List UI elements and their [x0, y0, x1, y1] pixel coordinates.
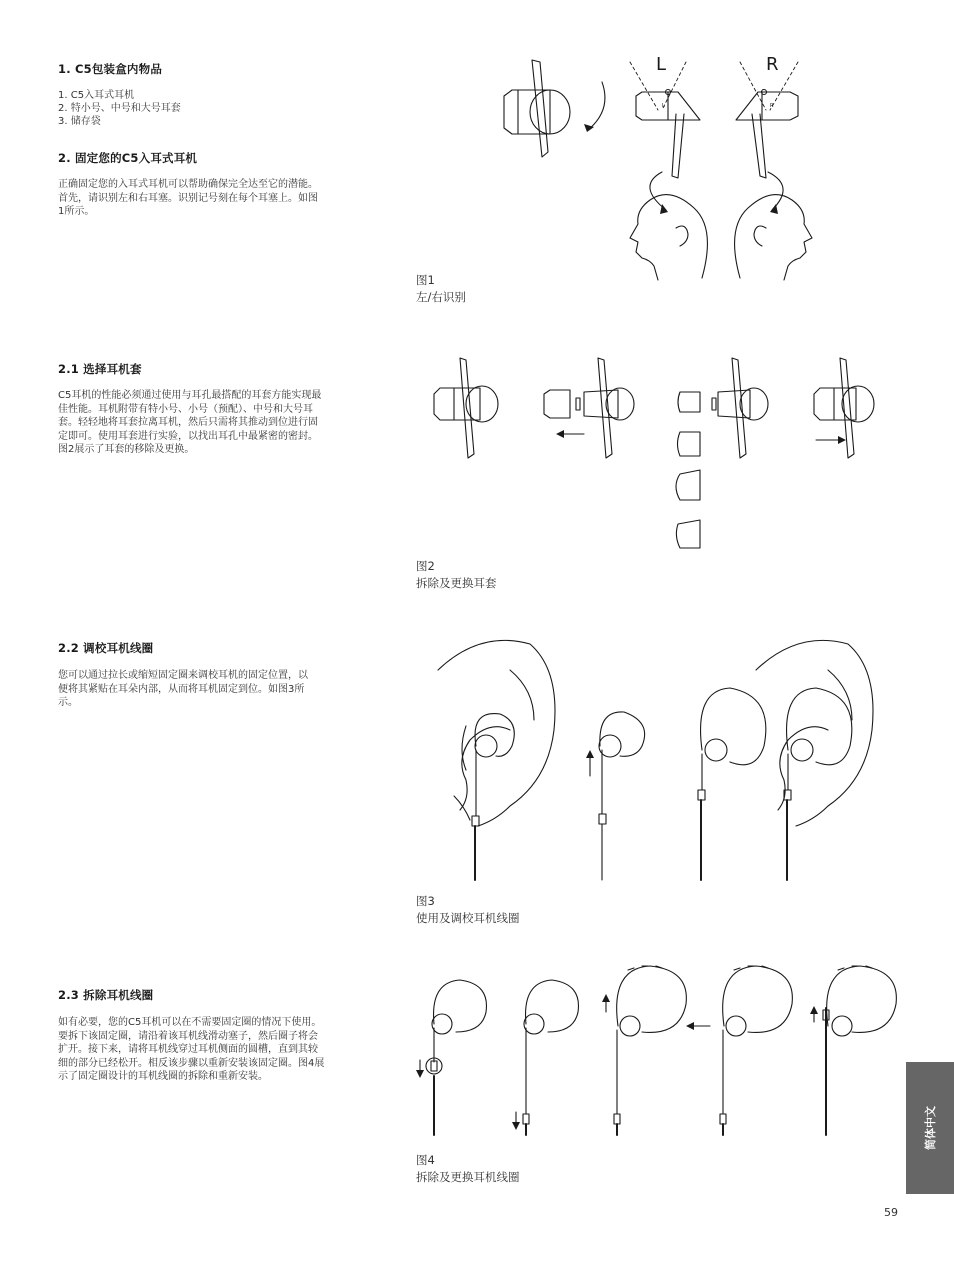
language-tab	[906, 1062, 954, 1194]
figure-caption-text: 左/右识别	[416, 290, 466, 304]
figure-caption-text: 拆除及更换耳套	[416, 576, 497, 590]
list-item: 3. 储存袋	[58, 116, 101, 127]
right-head-icon	[735, 172, 812, 280]
earbud-tip-removed-icon	[544, 358, 634, 458]
page-number: 59	[884, 1206, 898, 1219]
earbud-tip-replaced-icon	[814, 358, 874, 458]
coil-icon	[810, 966, 896, 1135]
section-2-2-body: 您可以通过拉长或缩短固定圈来调校耳机的固定位置，以便将其紧贴在耳朵内部，从而将耳机固定到位。如图3所示。	[58, 670, 308, 708]
earbud-icon	[504, 60, 570, 157]
rotate-arrow-icon	[588, 82, 605, 130]
section-2-title: 2. 固定您的C5入耳式耳机	[58, 151, 198, 165]
figure-2-illustration	[420, 350, 890, 550]
coil-icon	[698, 688, 766, 880]
section-2-3-body: 如有必要，您的C5耳机可以在不需要固定圈的情况下使用。要拆下该固定圈，请沿着该耳机线滑动塞子，然后圈子将会扩开。接下来，请将耳机线穿过耳机侧面的圆槽，直到其较细的部分已经松开。相反该步骤以重新安装该固定圈。图4展示了固定圈设计的耳机线圈的拆除和重新安装。	[58, 1017, 325, 1082]
earbud-tips-sizes-icon	[676, 358, 768, 548]
figure-caption-text: 拆除及更换耳机线圈	[416, 1170, 520, 1184]
figure-number: 图2	[416, 559, 435, 573]
figure-3-illustration	[430, 630, 890, 890]
figure-3-caption	[416, 893, 520, 927]
figure-4-caption	[416, 1152, 520, 1186]
figure-4-illustration	[410, 960, 870, 1140]
coil-icon	[686, 966, 792, 1135]
figure-1-caption	[416, 272, 466, 306]
section-2-3-title: 2.3 拆除耳机线圈	[58, 988, 154, 1002]
right-mark: R	[770, 103, 774, 109]
figure-caption-text: 使用及调校耳机线圈	[416, 911, 520, 925]
coil-icon	[602, 966, 686, 1135]
contents-list	[58, 89, 318, 128]
figure-1-illustration	[490, 52, 820, 292]
ear-icon	[438, 640, 555, 880]
section-2-2-title: 2.2 调校耳机线圈	[58, 641, 154, 655]
section-2-1-title: 2.1 选择耳机套	[58, 362, 142, 376]
section-2-1-body: C5耳机的性能必须通过使用与耳孔最搭配的耳套方能实现最佳性能。耳机附带有特小号、小号（预配）、中号和大号耳套。轻轻地将耳套拉离耳机，然后只需将其推动到位进行固定即可。使用耳套进行实验，以找出耳孔中最紧密的密封。 图2展示了耳套的移除及更换。	[58, 390, 322, 455]
left-label: L	[656, 54, 667, 75]
coil-icon	[512, 980, 578, 1135]
figure-number: 图1	[416, 273, 435, 287]
left-head-icon	[630, 172, 707, 280]
left-mark: L	[662, 103, 665, 109]
coil-icon	[416, 980, 486, 1135]
language-tab-label: 简体中文	[924, 1106, 937, 1150]
right-label: R	[766, 54, 779, 75]
figure-2-caption	[416, 558, 497, 592]
left-earbud-icon	[630, 54, 700, 178]
list-item: 1. C5入耳式耳机	[58, 90, 135, 101]
section-2-body: 正确固定您的入耳式耳机可以帮助确保完全达至它的潜能。首先，请识别左和右耳塞。识别记号刻在每个耳塞上。如图1所示。	[58, 179, 318, 217]
coil-icon	[586, 712, 645, 880]
right-earbud-icon	[736, 54, 798, 178]
figure-number: 图3	[416, 894, 435, 908]
earbud-icon	[434, 358, 498, 458]
section-1-title: 1. C5包装盒内物品	[58, 62, 163, 76]
figure-number: 图4	[416, 1153, 435, 1167]
list-item: 2. 特小号、中号和大号耳套	[58, 103, 181, 114]
ear-icon	[756, 640, 873, 880]
